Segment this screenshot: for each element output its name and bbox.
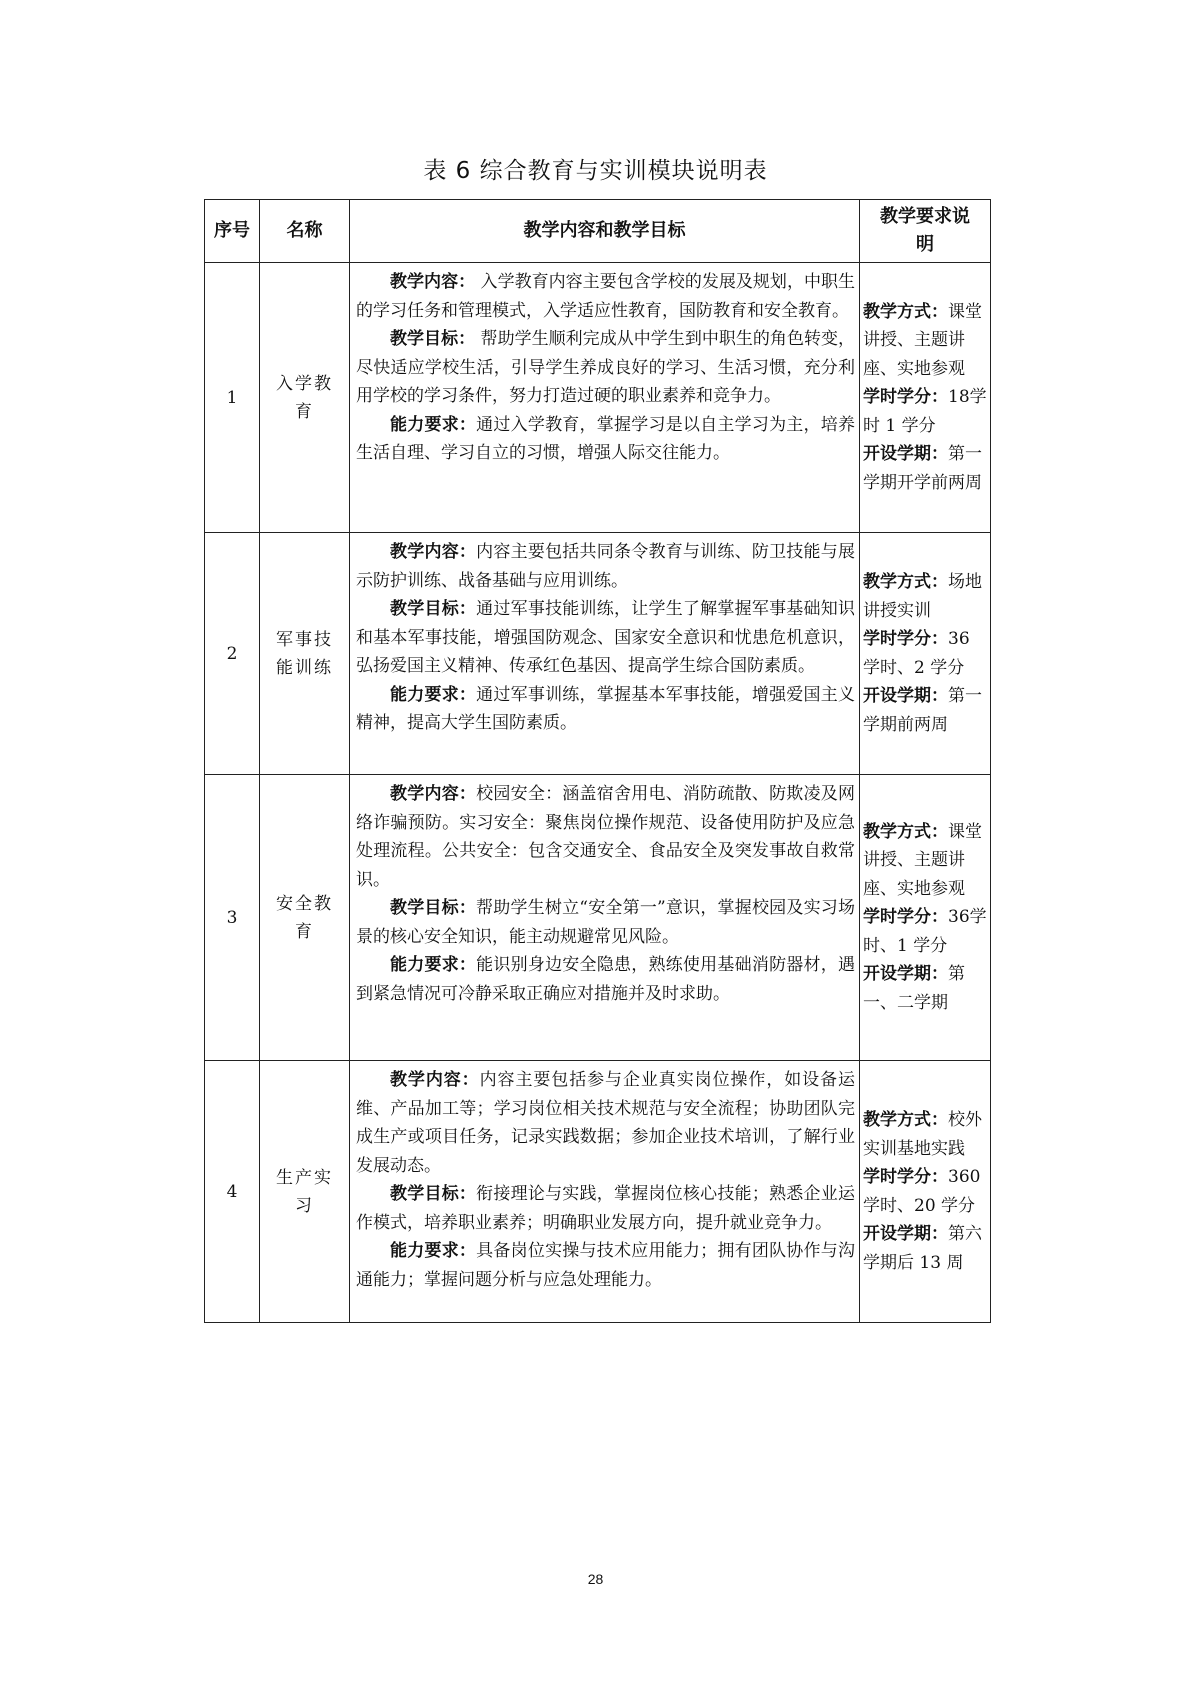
method-label: 教学方式：	[863, 572, 948, 592]
content-text: 内容主要包括参与企业真实岗位操作，如设备运维、产品加工等；学习岗位相关技术规范与安全流程；协助团队完成生产或项目任务，记录实践数据；参加企业技术培训，了解行业发展动态。	[356, 1070, 856, 1176]
ability-paragraph	[356, 681, 855, 738]
method-label: 教学方式：	[863, 1110, 948, 1130]
row-number: 4	[205, 1061, 260, 1323]
term-label: 开设学期：	[863, 1224, 948, 1244]
method-text: 课堂讲授、主题讲座、实地参观	[863, 301, 982, 379]
module-requirement	[860, 533, 991, 775]
hours-item	[863, 625, 987, 682]
module-content	[350, 1061, 860, 1323]
hours-text: 360 学时、20 学分	[863, 1167, 981, 1216]
ability-paragraph	[356, 411, 855, 468]
module-table	[204, 199, 991, 1323]
module-content	[350, 533, 860, 775]
ability-text: 能识别身边安全隐患，熟练使用基础消防器材，遇到紧急情况可冷静采取正确应对措施并及时求助。	[356, 955, 856, 1004]
content-paragraph	[356, 268, 855, 325]
module-name: 安全教育	[260, 775, 350, 1061]
page-title: 表 6 综合教育与实训模块说明表	[423, 158, 768, 184]
term-item	[863, 960, 987, 1017]
hours-text: 18学时 1 学分	[863, 387, 987, 436]
goal-paragraph	[356, 325, 855, 411]
goal-label: 教学目标：	[390, 898, 477, 918]
method-text: 课堂讲授、主题讲座、实地参观	[863, 821, 982, 899]
module-requirement	[860, 1061, 991, 1323]
ability-text: 通过入学教育，掌握学习是以自主学习为主，培养生活自理、学习自立的习惯，增强人际交往能力。	[356, 414, 856, 463]
header-requirement: 教学要求说明	[860, 200, 991, 263]
content-label: 教学内容：	[390, 272, 476, 292]
method-label: 教学方式：	[863, 301, 948, 322]
content-paragraph	[356, 1066, 855, 1180]
content-text: 内容主要包括共同条令教育与训练、防卫技能与展示防护训练、战备基础与应用训练。	[356, 542, 856, 591]
page-number: 28	[587, 1571, 604, 1587]
ability-label: 能力要求：	[390, 684, 477, 705]
goal-label: 教学目标：	[390, 329, 476, 349]
term-item	[863, 440, 987, 497]
hours-label: 学时学分：	[863, 907, 948, 928]
content-paragraph	[356, 538, 855, 595]
ability-label: 能力要求：	[390, 414, 477, 435]
content-text: 入学教育内容主要包含学校的发展及规划，中职生的学习任务和管理模式，入学适应性教育，国防教育和安全教育。	[356, 272, 856, 321]
term-text: 第一学期前两周	[863, 686, 982, 735]
method-text: 场地讲授实训	[863, 572, 982, 621]
method-text: 校外实训基地实践	[863, 1110, 982, 1159]
module-name: 军事技能训练	[260, 533, 350, 775]
header-name: 名称	[260, 200, 350, 263]
goal-label: 教学目标：	[390, 599, 477, 619]
module-name: 入学教育	[260, 263, 350, 533]
goal-label: 教学目标：	[390, 1184, 477, 1204]
hours-label: 学时学分：	[863, 629, 948, 649]
hours-item	[863, 903, 987, 960]
ability-text: 具备岗位实操与技术应用能力；拥有团队协作与沟通能力；掌握问题分析与应急处理能力。	[356, 1241, 856, 1290]
term-text: 第六学期后 13 周	[863, 1224, 982, 1273]
module-content	[350, 775, 860, 1061]
header-content: 教学内容和教学目标	[350, 200, 860, 263]
module-name: 生产实习	[260, 1061, 350, 1323]
method-item	[863, 1106, 987, 1163]
hours-text: 36 学时、2 学分	[863, 629, 970, 678]
row-number: 2	[205, 533, 260, 775]
ability-label: 能力要求：	[390, 1241, 477, 1261]
term-label: 开设学期：	[863, 964, 948, 985]
ability-paragraph	[356, 951, 855, 1008]
module-requirement	[860, 263, 991, 533]
goal-paragraph	[356, 595, 855, 681]
table-row	[205, 263, 991, 533]
goal-text: 衔接理论与实践，掌握岗位核心技能；熟悉企业运作模式，培养职业素养；明确职业发展方向，提升就业竞争力。	[356, 1184, 856, 1233]
term-item	[863, 682, 987, 739]
goal-paragraph	[356, 1180, 855, 1237]
method-item	[863, 818, 987, 904]
table-header-row	[205, 200, 991, 263]
ability-text: 通过军事训练，掌握基本军事技能，增强爱国主义精神，提高大学生国防素质。	[356, 684, 856, 733]
ability-paragraph	[356, 1237, 855, 1294]
table-row	[205, 533, 991, 775]
method-label: 教学方式：	[863, 821, 948, 842]
table-row	[205, 775, 991, 1061]
content-label: 教学内容：	[390, 1070, 480, 1090]
hours-item	[863, 1163, 987, 1220]
content-text: 校园安全：涵盖宿舍用电、消防疏散、防欺凌及网络诈骗预防。实习安全：聚焦岗位操作规范、设备使用防护及应急处理流程。公共安全：包含交通安全、食品安全及突发事故自救常识。	[356, 784, 856, 890]
method-item	[863, 568, 987, 625]
module-content	[350, 263, 860, 533]
hours-item	[863, 383, 987, 440]
hours-label: 学时学分：	[863, 1167, 948, 1187]
header-no: 序号	[205, 200, 260, 263]
term-text: 第一学期开学前两周	[863, 444, 982, 493]
goal-text: 通过军事技能训练，让学生了解掌握军事基础知识和基本军事技能，增强国防观念、国家安全意识和忧患危机意识，弘扬爱国主义精神、传承红色基因、提高学生综合国防素质。	[356, 599, 856, 676]
term-item	[863, 1220, 987, 1277]
term-label: 开设学期：	[863, 444, 948, 465]
row-number: 3	[205, 775, 260, 1061]
module-requirement	[860, 775, 991, 1061]
goal-paragraph	[356, 894, 855, 951]
goal-text: 帮助学生树立“安全第一”意识，掌握校园及实习场景的核心安全知识，能主动规避常见风险。	[356, 898, 855, 947]
table-row	[205, 1061, 991, 1323]
goal-text: 帮助学生顺利完成从中学生到中职生的角色转变，尽快适应学校生活，引导学生养成良好的学习、生活习惯，充分利用学校的学习条件，努力打造过硬的职业素养和竞争力。	[356, 329, 856, 406]
term-text: 第一、二学期	[863, 964, 965, 1013]
row-number: 1	[205, 263, 260, 533]
method-item	[863, 298, 987, 384]
content-label: 教学内容：	[390, 542, 477, 562]
hours-label: 学时学分：	[863, 387, 948, 408]
content-label: 教学内容：	[390, 784, 477, 804]
content-paragraph	[356, 780, 855, 894]
hours-text: 36学时、1 学分	[863, 907, 987, 956]
ability-label: 能力要求：	[390, 955, 477, 975]
term-label: 开设学期：	[863, 686, 948, 706]
